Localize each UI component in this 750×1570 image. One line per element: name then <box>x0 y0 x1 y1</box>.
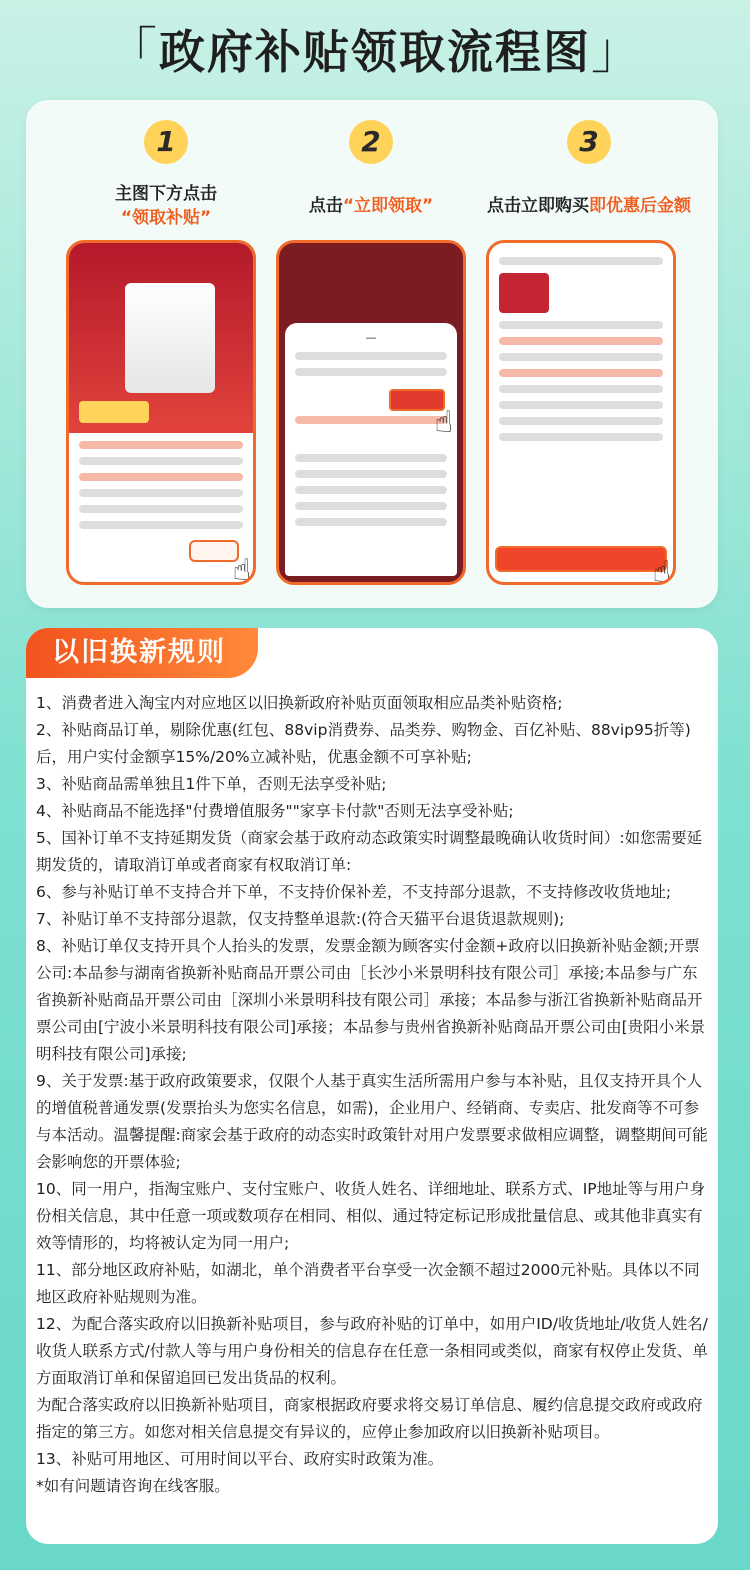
step-2-text-a: 点击 <box>308 196 343 216</box>
step-2-text-b: “立即领取” <box>342 196 434 216</box>
step-2 <box>266 120 476 234</box>
rules-list <box>36 690 708 1500</box>
blurred-line <box>499 401 663 409</box>
subsidy-modal <box>285 323 457 576</box>
rule-item: 6、参与补贴订单不支持合并下单，不支持价保补差，不支持部分退款，不支持修改收货地址; <box>36 883 672 901</box>
phone-screenshot-1 <box>66 240 256 585</box>
blurred-line <box>295 486 447 494</box>
product-image <box>125 283 215 393</box>
blurred-line <box>499 321 663 329</box>
title-text: 政府补贴领取流程图 <box>159 25 591 79</box>
step-3-text <box>474 178 704 234</box>
blurred-line <box>79 489 243 497</box>
step-1-line1: 主图下方点击 <box>115 184 217 204</box>
blurred-line <box>499 353 663 361</box>
rule-item: 13、补贴可用地区、可用时间以平台、政府实时政策为准。 <box>36 1450 444 1468</box>
phone-screenshot-2 <box>276 240 466 585</box>
blurred-line <box>295 454 447 462</box>
rule-item: 8、补贴订单仅支持开具个人抬头的发票，发票金额为顾客实付金额+政府以旧换新补贴金额;开票公司:本品参与湖南省换新补贴商品开票公司由［长沙小米景明科技有限公司］承接;本品参与广东省换新补贴商品开票公司由［深圳小米景明科技有限公司］承接；本品参与浙江省换新补贴商品开票公司由[宁波小米景明科技有限公司]承接；本品参与贵州省换新补贴商品开票公司由[贵阳小米景明科技有限公司]承接; <box>36 937 706 1063</box>
hand-pointer-icon: ☝ <box>232 553 251 585</box>
blurred-line <box>295 502 447 510</box>
product-banner-image <box>69 243 253 433</box>
rule-item: 12、为配合落实政府以旧换新补贴项目，参与政府补贴的订单中，如用户ID/收货地址/收货人姓名/收货人联系方式/付款人等与用户身份相关的信息存在任意一条相同或类似，商家有权停止发货、单方面取消订单和保留追回已发出货品的权利。 <box>36 1315 708 1387</box>
phone-screenshot-3 <box>486 240 676 585</box>
rule-item: 3、补贴商品需单独且1件下单，否则无法享受补贴; <box>36 775 387 793</box>
blurred-line <box>79 441 243 449</box>
step-3-text-b: 即优惠后金额 <box>589 196 691 216</box>
rule-item: 7、补贴订单不支持部分退款，仅支持整单退款:(符合天猫平台退货退款规则); <box>36 910 565 928</box>
rule-item: 为配合落实政府以旧换新补贴项目，商家根据政府要求将交易订单信息、履约信息提交政府或政府指定的第三方。如您对相关信息提交有异议的，应停止参加政府以旧换新补贴项目。 <box>36 1396 703 1441</box>
blurred-line <box>295 352 447 360</box>
step-3-text-a: 点击立即购买 <box>487 196 589 216</box>
rules-heading: 以旧换新规则 <box>26 628 258 678</box>
claim-subsidy-button <box>189 540 239 562</box>
blurred-line <box>499 337 663 345</box>
blurred-line <box>79 521 243 529</box>
step-number-badge: 3 <box>567 120 611 164</box>
blurred-line <box>79 473 243 481</box>
page-title <box>0 14 750 88</box>
blurred-line <box>79 457 243 465</box>
hand-pointer-icon: ☝ <box>434 405 453 440</box>
step-number-badge: 2 <box>349 120 393 164</box>
blurred-line <box>499 417 663 425</box>
modal-header-blurred: — <box>365 331 377 344</box>
title-open-bracket: 「 <box>107 22 159 80</box>
rule-item: 4、补贴商品不能选择"付费增值服务""家享卡付款"否则无法享受补贴; <box>36 802 514 820</box>
blurred-line <box>499 257 663 265</box>
flow-card <box>26 100 718 608</box>
blurred-line <box>295 368 447 376</box>
rule-item: 11、部分地区政府补贴，如湖北，单个消费者平台享受一次金额不超过2000元补贴。具体以不同地区政府补贴规则为准。 <box>36 1261 700 1306</box>
rule-item: 1、消费者进入淘宝内对应地区以旧换新政府补贴页面领取相应品类补贴资格; <box>36 694 563 712</box>
step-2-text <box>266 178 476 234</box>
rule-item: 9、关于发票:基于政府政策要求，仅限个人基于真实生活所需用户参与本补贴，且仅支持开具个人的增值税普通发票(发票抬头为您实名信息，如需)，企业用户、经销商、专卖店、批发商等不可参与本活动。温馨提醒:商家会基于政府的动态实时政策针对用户发票要求做相应调整，调整期间可能会影响您的开票体验; <box>36 1072 708 1171</box>
step-1 <box>61 120 271 234</box>
rule-item: 2、补贴商品订单，剔除优惠(红包、88vip消费券、品类券、购物金、百亿补贴、88vip95折等)后，用户实付金额享15%/20%立减补贴，优惠金额不可享补贴; <box>36 721 691 766</box>
product-thumbnail <box>499 273 549 313</box>
step-1-line2: “领取补贴” <box>120 208 212 228</box>
rule-item: 10、同一用户，指淘宝账户、支付宝账户、收货人姓名、详细地址、联系方式、IP地址等与用户身份相关信息，其中任意一项或数项存在相同、相似、通过特定标记形成批量信息、或其他非真实有效等情形的，均将被认定为同一用户; <box>36 1180 706 1252</box>
step-1-text <box>61 178 271 234</box>
rule-item: *如有问题请咨询在线客服。 <box>36 1477 230 1495</box>
price-tag <box>79 401 149 423</box>
blurred-line <box>499 433 663 441</box>
blurred-line <box>295 416 447 424</box>
buy-now-bar <box>495 546 667 572</box>
blurred-line <box>295 518 447 526</box>
blurred-line <box>499 369 663 377</box>
title-close-bracket: 」 <box>591 22 643 80</box>
blurred-line <box>499 385 663 393</box>
step-number-badge: 1 <box>144 120 188 164</box>
blurred-line <box>79 505 243 513</box>
rule-item: 5、国补订单不支持延期发货（商家会基于政府动态政策实时调整最晚确认收货时间）:如您需要延期发货的，请取消订单或者商家有权取消订单: <box>36 829 703 874</box>
step-3 <box>474 120 704 234</box>
hand-pointer-icon: ☝ <box>652 555 671 585</box>
rules-card <box>26 628 718 1544</box>
blurred-line <box>295 470 447 478</box>
